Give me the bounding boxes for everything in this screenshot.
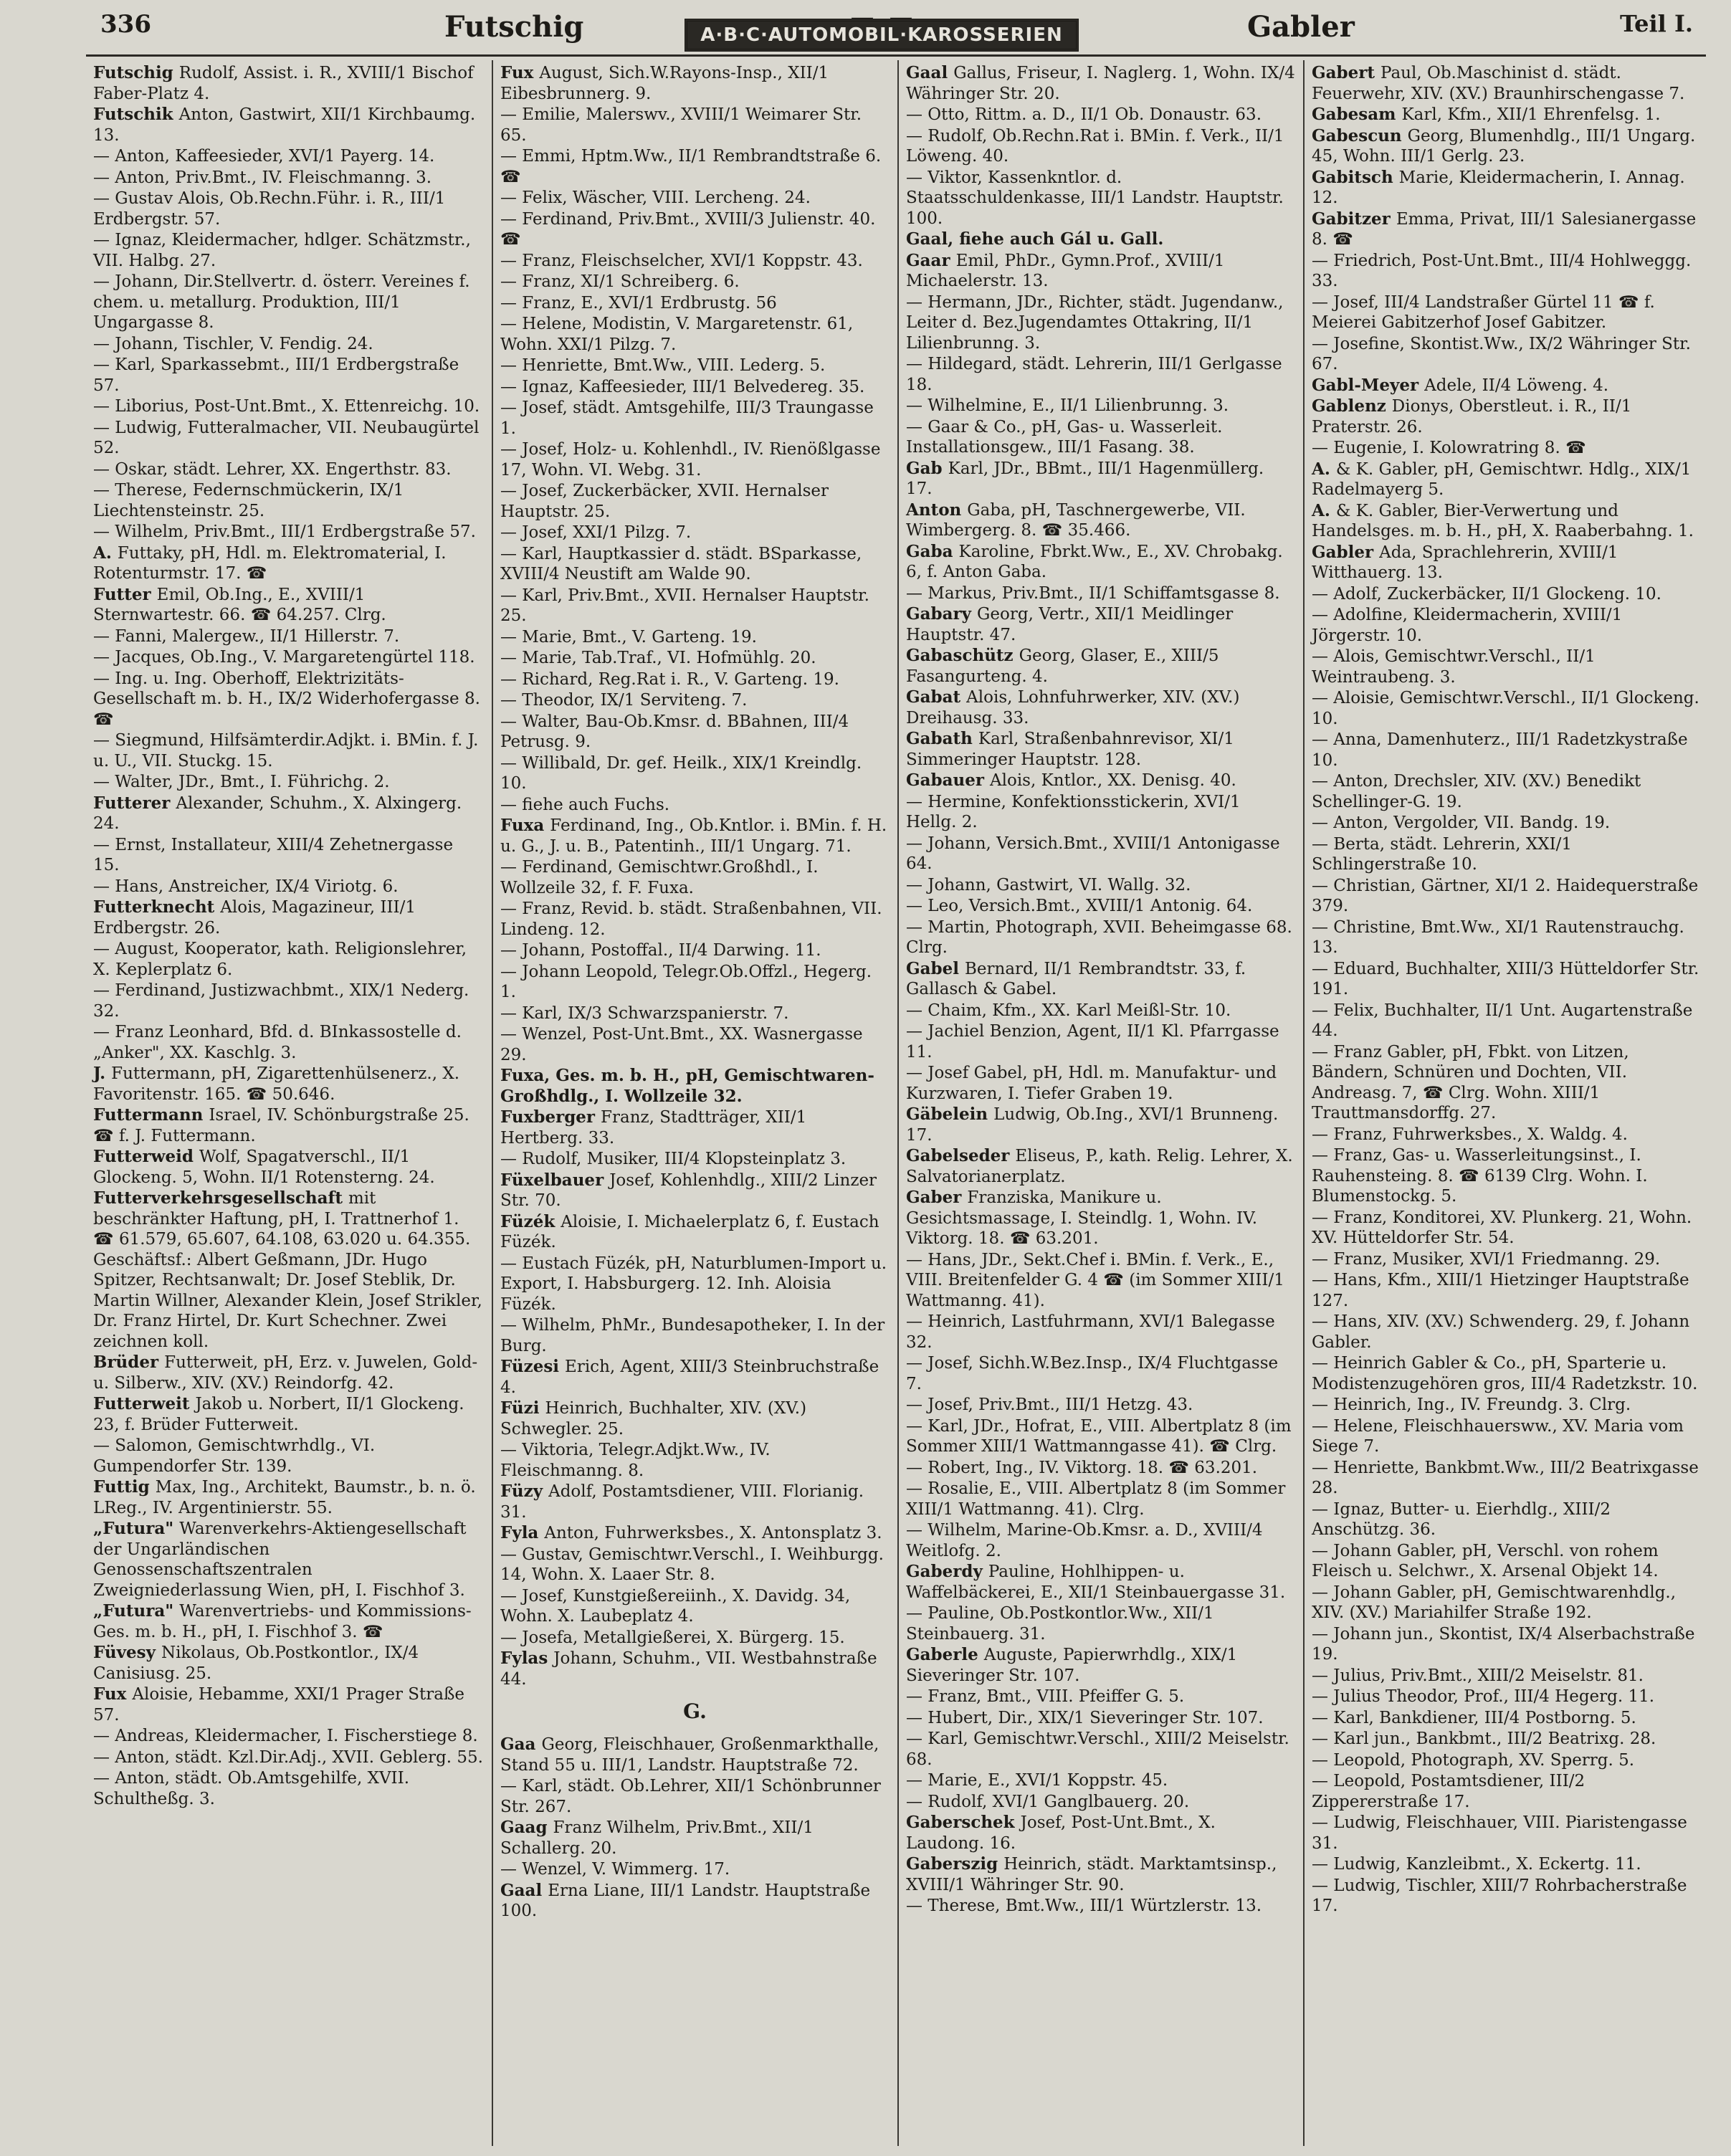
directory-entry: Gaa Georg, Fleischhauer, Großenmarkthalle, Stand 55 u. III/1, Landstr. Hauptstraße 72. [500, 1735, 879, 1775]
directory-entry: — Franz, Bmt., VIII. Pfeiffer G. 5. [906, 1687, 1185, 1706]
directory-entry: Gaal, fiehe auch Gál u. Gall. [906, 229, 1164, 249]
directory-entry: — Viktoria, Telegr.Adjkt.Ww., IV. Fleischmanng. 8. [500, 1441, 771, 1480]
directory-entry: — Hans, XIV. (XV.) Schwenderg. 29, f. Johann Gabler. [1312, 1312, 1690, 1352]
directory-entry: — Anton, Priv.Bmt., IV. Fleischmanng. 3. [93, 168, 432, 187]
directory-entry: — Franz, XI/1 Schreiberg. 6. [500, 272, 740, 291]
column-4 [1303, 60, 1708, 2146]
directory-entry: — Richard, Reg.Rat i. R., V. Garteng. 19. [500, 669, 839, 689]
directory-entry: — Wilhelm, Marine-Ob.Kmsr. a. D., XVIII/4 Weitlofg. 2. [906, 1521, 1263, 1560]
directory-entry: — Anton, städt. Ob.Amtsgehilfe, XVII. Schultheßg. 3. [93, 1769, 410, 1808]
directory-entry: — Johann, Tischler, V. Fendig. 24. [93, 334, 373, 353]
directory-entry: — Ignaz, Kleidermacher, hdlger. Schätzmstr., VII. Halbg. 27. [93, 231, 471, 270]
directory-entry: — Andreas, Kleidermacher, I. Fischerstiege 8. [93, 1727, 478, 1745]
directory-entry: — Markus, Priv.Bmt., II/1 Schiffamtsgasse 8. [906, 583, 1280, 603]
directory-entry: Gabel Bernard, II/1 Rembrandtstr. 33, f. Gallasch & Gabel. [906, 958, 1246, 998]
directory-entry: — Martin, Photograph, XVII. Beheimgasse 68. Clrg. [906, 917, 1292, 957]
directory-entry: — August, Kooperator, kath. Religionslehrer, X. Keplerplatz 6. [93, 940, 467, 979]
directory-entry: Fuxa Ferdinand, Ing., Ob.Kntlor. i. BMin. f. H. u. G., J. u. B., Patentinh., III/1 Ungarg. 71. [500, 816, 887, 856]
directory-entry: — Wilhelm, PhMr., Bundesapotheker, I. In der Burg. [500, 1316, 885, 1355]
directory-entry: — Karl, Gemischtwr.Verschl., XIII/2 Meiselstr. 68. [906, 1730, 1289, 1769]
directory-entry: — Eustach Füzék, pH, Naturblumen-Import u. Export, I. Habsburgerg. 12. Inh. Aloisia Füzék. [500, 1254, 887, 1314]
directory-entry: — Rudolf, Ob.Rechn.Rat i. BMin. f. Verk., II/1 Löweng. 40. [906, 126, 1284, 166]
directory-entry: — Marie, E., XVI/1 Koppstr. 45. [906, 1771, 1168, 1790]
directory-entry: — Rudolf, XVI/1 Ganglbauerg. 20. [906, 1792, 1190, 1811]
directory-entry: — Berta, städt. Lehrerin, XXI/1 Schlingerstraße 10. [1312, 834, 1573, 874]
directory-entry: — Franz Leonhard, Bfd. d. BInkassostelle d. „Anker", XX. Kaschlg. 3. [93, 1023, 462, 1062]
directory-entry: — Salomon, Gemischtwrhdlg., VI. Gumpendorfer Str. 139. [93, 1436, 376, 1476]
column-2 [492, 60, 897, 2146]
column-1 [86, 60, 491, 2146]
directory-entry: — Johann Gabler, pH, Gemischtwarenhdlg., XIV. (XV.) Mariahilfer Straße 192. [1312, 1583, 1677, 1622]
directory-entry: — Josef, Kunstgießereiinh., X. Davidg. 34, Wohn. X. Laubeplatz 4. [500, 1586, 851, 1626]
directory-entry: Gaal Erna Liane, III/1 Landstr. Hauptstraße 100. [500, 1880, 871, 1920]
directory-entry: Gabescun Georg, Blumenhdlg., III/1 Ungarg. 45, Wohn. III/1 Gerlg. 23. [1312, 125, 1696, 166]
directory-entry: — Christine, Bmt.Ww., XI/1 Rautenstrauchg. 13. [1312, 917, 1684, 957]
header-rule [86, 54, 1706, 57]
directory-entry: — Ferdinand, Gemischtwr.Großhdl., I. Wollzeile 32, f. F. Fuxa. [500, 858, 819, 897]
directory-entry: — Anton, Drechsler, XIV. (XV.) Benedikt Schellinger-G. 19. [1312, 772, 1641, 811]
advertising-banner [681, 9, 1082, 46]
directory-entry: — Hermann, JDr., Richter, städt. Jugendanw., Leiter d. Bez.Jugendamtes Ottakring, II/1 Lilienbrunng. 3. [906, 292, 1284, 353]
directory-entry: Gaberschek Josef, Post-Unt.Bmt., X. Laudong. 16. [906, 1813, 1216, 1853]
directory-entry: — Theodor, IX/1 Serviteng. 7. [500, 691, 748, 710]
directory-entry: — Adolfine, Kleidermacherin, XVIII/1 Jörgerstr. 10. [1312, 606, 1623, 645]
directory-entry: Gabesam Karl, Kfm., XII/1 Ehrenfelsg. 1. [1312, 105, 1661, 124]
directory-entry: — Heinrich, Ing., IV. Freundg. 3. Clrg. [1312, 1396, 1631, 1414]
directory-entry: — Helene, Modistin, V. Margaretenstr. 61, Wohn. XXI/1 Pilzg. 7. [500, 315, 854, 354]
directory-entry: — Eduard, Buchhalter, XIII/3 Hütteldorfer Str. 191. [1312, 959, 1699, 998]
directory-entry: Futter Emil, Ob.Ing., E., XVIII/1 Sternwartestr. 66. ☎ 64.257. Clrg. [93, 584, 386, 624]
directory-entry: — Henriette, Bmt.Ww., VIII. Lederg. 5. [500, 356, 826, 375]
directory-entry: Fuxa, Ges. m. b. H., pH, Gemischtwaren-Großhdlg., I. Wollzeile 32. [500, 1066, 874, 1106]
directory-entry: — Johann Leopold, Telegr.Ob.Offzl., Hegerg. 1. [500, 962, 872, 1001]
directory-entry: — Therese, Bmt.Ww., III/1 Würtzlerstr. 13. [906, 1897, 1262, 1915]
directory-entry: — Wenzel, Post-Unt.Bmt., XX. Wasnergasse 29. [500, 1025, 863, 1064]
directory-entry: — Alois, Gemischtwr.Verschl., II/1 Weintraubeng. 3. [1312, 647, 1596, 687]
directory-entry: — Rosalie, E., VIII. Albertplatz 8 (im Sommer XIII/1 Wattmanng. 41). Clrg. [906, 1479, 1286, 1519]
directory-entry: — Wenzel, V. Wimmerg. 17. [500, 1860, 730, 1879]
directory-entry: — Hildegard, städt. Lehrerin, III/1 Gerlgasse 18. [906, 355, 1282, 394]
directory-entry: — Franz, Fleischselcher, XVI/1 Koppstr. 43. [500, 251, 863, 270]
directory-entry: Gaberle Auguste, Papierwrhdlg., XIX/1 Sieveringer Str. 107. [906, 1645, 1238, 1685]
directory-entry: „Futura" Warenverkehrs-Aktiengesellschaft der Ungarländischen Genossenschaftszentralen Zweigniederlassung Wien, pH, I. Fischhof 3. [93, 1519, 467, 1600]
directory-entry: — Fanni, Malergew., II/1 Hillerstr. 7. [93, 626, 400, 646]
directory-entry: — Leo, Versich.Bmt., XVIII/1 Antonig. 64. [906, 897, 1253, 915]
directory-entry: — Hans, Anstreicher, IX/4 Viriotg. 6. [93, 877, 399, 896]
page-number: 336 [100, 10, 151, 39]
directory-entry: — Josef, Priv.Bmt., III/1 Hetzg. 43. [906, 1396, 1193, 1414]
directory-entry: Futterer Alexander, Schuhm., X. Alxingerg. 24. [93, 793, 462, 833]
directory-entry: — Willibald, Dr. gef. Heilk., XIX/1 Kreindlg. 10. [500, 753, 862, 793]
directory-entry: Füzi Heinrich, Buchhalter, XIV. (XV.) Schwegler. 25. [500, 1398, 807, 1439]
directory-entry: Gabary Georg, Vertr., XII/1 Meidlinger Hauptstr. 47. [906, 604, 1234, 644]
directory-entry: Gabl-Meyer Adele, II/4 Löweng. 4. [1312, 375, 1609, 395]
directory-entry: Gabath Karl, Straßenbahnrevisor, XI/1 Simmeringer Hauptstr. 128. [906, 729, 1234, 769]
directory-entry: — Leopold, Postamtsdiener, III/2 Zippererstraße 17. [1312, 1772, 1585, 1811]
directory-entry: — Chaim, Kfm., XX. Karl Meißl-Str. 10. [906, 1001, 1231, 1020]
directory-entry: — Helene, Fleischhauersww., XV. Maria vom Siege 7. [1312, 1416, 1684, 1456]
directory-entry: Gaal Gallus, Friseur, I. Naglerg. 1, Wohn. IX/4 Währinger Str. 20. [906, 63, 1295, 103]
directory-entry: — Franz, E., XVI/1 Erdbrustg. 56 [500, 293, 777, 313]
running-head-right: Gabler [1247, 10, 1355, 44]
directory-entry: — Julius, Priv.Bmt., XIII/2 Meiselstr. 81. [1312, 1666, 1644, 1685]
directory-entry: — Walter, Bau-Ob.Kmsr. d. BBahnen, III/4 Petrusg. 9. [500, 712, 849, 751]
directory-entry: — Gustav Alois, Ob.Rechn.Führ. i. R., III/1 Erdbergstr. 57. [93, 189, 446, 229]
directory-entry: — Therese, Federnschmückerin, IX/1 Liechtensteinstr. 25. [93, 481, 404, 520]
directory-entry: — Anton, städt. Kzl.Dir.Adj., XVII. Geblerg. 55. [93, 1747, 483, 1767]
directory-entry: — Ignaz, Butter- u. Eierhdlg., XIII/2 Anschützg. 36. [1312, 1499, 1611, 1539]
directory-entry: Futschik Anton, Gastwirt, XII/1 Kirchbaumg. 13. [93, 105, 476, 145]
directory-entry: Gäbelein Ludwig, Ob.Ing., XVI/1 Brunneng. 17. [906, 1105, 1279, 1145]
directory-entry: — Ferdinand, Priv.Bmt., XVIII/3 Julienstr. 40. ☎ [500, 209, 876, 249]
directory-entry: — Karl, Sparkassebmt., III/1 Erdbergstraße 57. [93, 356, 459, 395]
page-header [0, 0, 1731, 54]
directory-entry: — Josef, III/4 Landstraßer Gürtel 11 ☎ f. Meierei Gabitzerhof Josef Gabitzer. [1312, 292, 1655, 332]
directory-entry: Gab Karl, JDr., BBmt., III/1 Hagenmüllerg. 17. [906, 458, 1264, 498]
banner-text: A·B·C·AUTOMOBIL·KAROSSERIEN [685, 19, 1079, 52]
directory-entry: — Walter, JDr., Bmt., I. Führichg. 2. [93, 773, 390, 791]
directory-entry: J. Futtermann, pH, Zigarettenhülsenerz., X. Favoritenstr. 165. ☎ 50.646. [93, 1064, 459, 1104]
section-letter: G. [683, 1699, 707, 1723]
directory-entry: — Anna, Damenhuterz., III/1 Radetzkystraße 10. [1312, 730, 1688, 770]
directory-entry: — Viktor, Kassenkntlor. d. Staatsschuldenkasse, III/1 Landstr. Hauptstr. 100. [906, 168, 1284, 228]
directory-entry: — Karl, Hauptkassier d. städt. BSparkasse, XVIII/4 Neustift am Walde 90. [500, 544, 862, 583]
directory-entry: Füzy Adolf, Postamtsdiener, VIII. Florianig. 31. [500, 1482, 864, 1522]
directory-entry: — Hermine, Konfektionsstickerin, XVI/1 Hellg. 2. [906, 792, 1241, 831]
directory-entry: — Johann jun., Skontist, IX/4 Alserbachstraße 19. [1312, 1624, 1695, 1664]
directory-entry: — Ludwig, Tischler, XIII/7 Rohrbacherstraße 17. [1312, 1876, 1687, 1915]
directory-entry: — Friedrich, Post-Unt.Bmt., III/4 Hohlweggg. 33. [1312, 251, 1692, 290]
directory-entry: Fuxberger Franz, Stadtträger, XII/1 Hertberg. 33. [500, 1107, 807, 1148]
directory-entry: — Josef, Zuckerbäcker, XVII. Hernalser Hauptstr. 25. [500, 482, 829, 521]
directory-entry: — Henriette, Bankbmt.Ww., III/2 Beatrixgasse 28. [1312, 1458, 1699, 1497]
directory-entry: Fyla Anton, Fuhrwerksbes., X. Antonsplatz 3. [500, 1523, 882, 1542]
directory-columns [86, 60, 1707, 2146]
directory-entry: „Futura" Warenvertriebs- und Kommissions-Ges. m. b. H., pH, I. Fischhof 3. ☎ [93, 1601, 472, 1641]
directory-entry: — Heinrich Gabler & Co., pH, Sparterie u. Modistenzugehören gros, III/4 Radetzkstr. 10. [1312, 1354, 1698, 1393]
directory-entry: — Heinrich, Lastfuhrmann, XVI/1 Balegasse 32. [906, 1312, 1275, 1352]
part-label: Teil I. [1620, 10, 1694, 37]
directory-entry: — Oskar, städt. Lehrer, XX. Engerthstr. 83. [93, 459, 452, 479]
directory-entry: Futterweid Wolf, Spagatverschl., II/1 Glockeng. 5, Wohn. II/1 Rotensterng. 24. [93, 1147, 435, 1187]
directory-entry: — Felix, Buchhalter, II/1 Unt. Augartenstraße 44. [1312, 1001, 1693, 1040]
directory-entry: — Rudolf, Musiker, III/4 Klopsteinplatz 3. [500, 1150, 847, 1168]
directory-entry: Gaberszig Heinrich, städt. Marktamtsinsp., XVIII/1 Währinger Str. 90. [906, 1854, 1277, 1894]
directory-entry: Gaber Franziska, Manikure u. Gesichtsmassage, I. Steindlg. 1, Wohn. IV. Viktorg. 18. ☎ 63.201. [906, 1188, 1258, 1248]
directory-entry: — Josef, Holz- u. Kohlenhdl., IV. Rienößlgasse 17, Wohn. VI. Webg. 31. [500, 440, 881, 480]
directory-entry: — Ernst, Installateur, XIII/4 Zehetnergasse 15. [93, 835, 454, 874]
directory-entry: — Josef, XXI/1 Pilzg. 7. [500, 523, 692, 542]
directory-entry: — Julius Theodor, Prof., III/4 Hegerg. 11. [1312, 1687, 1655, 1706]
directory-entry: — Eugenie, I. Kolowratring 8. ☎ [1312, 439, 1586, 457]
directory-entry: — Johann, Versich.Bmt., XVIII/1 Antonigasse 64. [906, 834, 1280, 873]
directory-entry: — Aloisie, Gemischtwr.Verschl., II/1 Glockeng. 10. [1312, 689, 1699, 728]
directory-entry: — Karl, Bankdiener, III/4 Postborng. 5. [1312, 1708, 1636, 1727]
directory-entry: Gaar Emil, PhDr., Gymn.Prof., XVIII/1 Michaelerstr. 13. [906, 250, 1225, 290]
directory-entry: Futtig Max, Ing., Architekt, Baumstr., b. n. ö. LReg., IV. Argentinierstr. 55. [93, 1477, 476, 1517]
directory-entry: — Johann Gabler, pH, Verschl. von rohem Fleisch u. Selchwr., X. Arsenal Objekt 14. [1312, 1541, 1659, 1580]
directory-entry: — Karl, IX/3 Schwarzspanierstr. 7. [500, 1003, 789, 1023]
directory-entry: — Marie, Tab.Traf., VI. Hofmühlg. 20. [500, 649, 816, 667]
directory-entry: — Siegmund, Hilfsämterdir.Adjkt. i. BMin. f. J. u. U., VII. Stuckg. 15. [93, 731, 479, 771]
directory-entry: Fux August, Sich.W.Rayons-Insp., XII/1 Eibesbrunnerg. 9. [500, 63, 829, 103]
directory-entry: — Pauline, Ob.Postkontlor.Ww., XII/1 Steinbauerg. 31. [906, 1604, 1214, 1644]
directory-entry: — Felix, Wäscher, VIII. Lercheng. 24. [500, 189, 811, 207]
directory-entry: — Liborius, Post-Unt.Bmt., X. Ettenreichg. 10. [93, 397, 480, 416]
directory-entry: — Robert, Ing., IV. Viktorg. 18. ☎ 63.201. [906, 1458, 1258, 1477]
directory-entry: — Josefine, Skontist.Ww., IX/2 Währinger Str. 67. [1312, 334, 1691, 373]
directory-entry: — Gaar & Co., pH, Gas- u. Wasserleit. Installationsgew., III/1 Fasang. 38. [906, 417, 1223, 457]
directory-entry: — Jachiel Benzion, Agent, II/1 Kl. Pfarrgasse 11. [906, 1022, 1279, 1062]
directory-entry: — Franz Gabler, pH, Fbkt. von Litzen, Bändern, Schnüren und Dochten, VII. Andreasg. 7, ☎ Clrg. Wohn. XIII/1 Trauttmansdorffg. 27. [1312, 1042, 1629, 1122]
directory-entry: — Ignaz, Kaffeesieder, III/1 Belvedereg. 35. [500, 377, 865, 396]
directory-entry: Füzesi Erich, Agent, XIII/3 Steinbruchstraße 4. [500, 1357, 879, 1397]
directory-entry: A. & K. Gabler, pH, Gemischtwr. Hdlg., XIX/1 Radelmayerg 5. [1312, 459, 1692, 499]
directory-entry: — Otto, Rittm. a. D., II/1 Ob. Donaustr. 63. [906, 105, 1262, 124]
directory-entry: — Ludwig, Futteralmacher, VII. Neubaugürtel 52. [93, 418, 480, 457]
directory-entry: A. Futtaky, pH, Hdl. m. Elektromaterial, I. Rotenturmstr. 17. ☎ [93, 543, 447, 583]
directory-entry: Gabitzer Emma, Privat, III/1 Salesianergasse 8. ☎ [1312, 209, 1697, 249]
directory-entry: — Ing. u. Ing. Oberhoff, Elektrizitäts-Gesellschaft m. b. H., IX/2 Widerhofergasse 8. ☎ [93, 669, 480, 729]
directory-entry: — Franz, Gas- u. Wasserleitungsinst., I. Rauhensteing. 8. ☎ 6139 Clrg. Wohn. I. Blumenstockg. 5. [1312, 1146, 1648, 1206]
directory-entry: Gabler Ada, Sprachlehrerin, XVIII/1 Witthauerg. 13. [1312, 542, 1618, 582]
directory-entry: — Johann, Gastwirt, VI. Wallg. 32. [906, 875, 1191, 895]
directory-entry: Futterweit Jakob u. Norbert, II/1 Glockeng. 23, f. Brüder Futterweit. [93, 1394, 464, 1434]
directory-entry: Gabat Alois, Lohnfuhrwerker, XIV. (XV.) Dreihausg. 33. [906, 687, 1240, 728]
directory-entry: — Johann, Postoffal., II/4 Darwing. 11. [500, 941, 821, 960]
directory-entry: — Emmi, Hptm.Ww., II/1 Rembrandtstraße 6. ☎ [500, 147, 882, 186]
directory-entry: — Franz, Fuhrwerksbes., X. Waldg. 4. [1312, 1125, 1628, 1144]
directory-entry: — Franz, Revid. b. städt. Straßenbahnen, VII. Lindeng. 12. [500, 900, 882, 939]
directory-entry: — Karl jun., Bankbmt., III/2 Beatrixg. 28. [1312, 1730, 1656, 1748]
directory-entry: — Karl, JDr., Hofrat, E., VIII. Albertplatz 8 (im Sommer XIII/1 Wattmanngasse 41). ☎ Clrg. [906, 1416, 1292, 1456]
directory-entry: Gaberdy Pauline, Hohlhippen- u. Waffelbäckerei, E., XII/1 Steinbauergasse 31. [906, 1562, 1286, 1602]
directory-entry: — Josefa, Metallgießerei, X. Bürgerg. 15. [500, 1628, 845, 1647]
directory-entry: Gabitsch Marie, Kleidermacherin, I. Annag. 12. [1312, 167, 1685, 207]
directory-entry: Gabauer Alois, Kntlor., XX. Denisg. 40. [906, 771, 1236, 790]
directory-entry: Füzék Aloisie, I. Michaelerplatz 6, f. Eustach Füzék. [500, 1211, 879, 1251]
directory-entry: — Josef, städt. Amtsgehilfe, III/3 Traungasse 1. [500, 399, 874, 438]
directory-entry: — Gustav, Gemischtwr.Verschl., I. Weihburgg. 14, Wohn. X. Laaer Str. 8. [500, 1545, 884, 1584]
directory-entry: A. & K. Gabler, Bier-Verwertung und Handelsges. m. b. H., pH, X. Raaberbahng. 1. [1312, 500, 1694, 540]
directory-entry: — Jacques, Ob.Ing., V. Margaretengürtel 118. [93, 648, 475, 667]
directory-entry: — Christian, Gärtner, XI/1 2. Haidequerstraße 379. [1312, 876, 1699, 915]
directory-entry: — Hubert, Dir., XIX/1 Sieveringer Str. 107. [906, 1708, 1264, 1727]
directory-entry: Fylas Johann, Schuhm., VII. Westbahnstraße 44. [500, 1649, 877, 1689]
directory-entry: — Ludwig, Fleischhauer, VIII. Piaristengasse 31. [1312, 1813, 1687, 1853]
directory-entry: — Johann, Dir.Stellvertr. d. österr. Vereines f. chem. u. metallurg. Produktion, III/1 Ungargasse 8. [93, 272, 470, 332]
directory-entry: — Karl, Priv.Bmt., XVII. Hernalser Hauptstr. 25. [500, 586, 869, 625]
directory-entry: Füxelbauer Josef, Kohlenhdlg., XIII/2 Linzer Str. 70. [500, 1170, 877, 1210]
directory-entry: — Anton, Kaffeesieder, XVI/1 Payerg. 14. [93, 147, 435, 166]
directory-entry: — Anton, Vergolder, VII. Bandg. 19. [1312, 814, 1611, 832]
directory-entry: Futterverkehrsgesellschaft mit beschränkter Haftung, pH, I. Trattnerhof 1. ☎ 61.579, 65.607, 64.108, 63.020 u. 64.355. Geschäftsf.: Albert Geßmann, JDr. Hugo Spitzer, Rechtsanwalt; Dr. Josef Steblik, Dr. Martin Willner, Alexander Klein, Josef Strikler, Dr. Franz Hirtel, Dr. Kurt Schechner. Zwei zeichnen koll. [93, 1188, 482, 1351]
directory-entry: Gaag Franz Wilhelm, Priv.Bmt., XII/1 Schallerg. 20. [500, 1818, 814, 1858]
directory-entry: — Marie, Bmt., V. Garteng. 19. [500, 627, 757, 647]
directory-entry: Füvesy Nikolaus, Ob.Postkontlor., IX/4 Canisiusg. 25. [93, 1643, 419, 1683]
directory-entry: — Hans, JDr., Sekt.Chef i. BMin. f. Verk., E., VIII. Breitenfelder G. 4 ☎ (im Sommer XIII/1 Wattmanng. 41). [906, 1250, 1284, 1310]
directory-entry: — Franz, Musiker, XVI/1 Friedmanng. 29. [1312, 1249, 1661, 1269]
directory-entry: Futtermann Israel, IV. Schönburgstraße 25. ☎ f. J. Futtermann. [93, 1105, 469, 1145]
directory-entry: — fiehe auch Fuchs. [500, 795, 670, 814]
directory-entry: Anton Gaba, pH, Taschnergewerbe, VII. Wimbergerg. 8. ☎ 35.466. [906, 500, 1246, 540]
running-head-left: Futschig [444, 10, 584, 44]
directory-entry: Futterknecht Alois, Magazineur, III/1 Erdbergstr. 26. [93, 897, 416, 938]
directory-entry: — Wilhelmine, E., II/1 Lilienbrunng. 3. [906, 396, 1229, 415]
directory-entry: — Adolf, Zuckerbäcker, II/1 Glockeng. 10. [1312, 584, 1661, 604]
directory-entry: Gabaschütz Georg, Glaser, E., XIII/5 Fasangurteng. 4. [906, 646, 1219, 686]
directory-entry: — Wilhelm, Priv.Bmt., III/1 Erdbergstraße 57. [93, 523, 476, 541]
column-3 [897, 60, 1302, 2146]
directory-entry: — Emilie, Malerswv., XVIII/1 Weimarer Str. 65. [500, 105, 862, 145]
directory-entry: — Karl, städt. Ob.Lehrer, XII/1 Schönbrunner Str. 267. [500, 1777, 881, 1816]
directory-entry: — Leopold, Photograph, XV. Sperrg. 5. [1312, 1750, 1635, 1770]
directory-entry: Brüder Futterweit, pH, Erz. v. Juwelen, Gold- u. Silberw., XIV. (XV.) Reindorfg. 42. [93, 1353, 478, 1393]
directory-entry: Gabert Paul, Ob.Maschinist d. städt. Feuerwehr, XIV. (XV.) Braunhirschengasse 7. [1312, 63, 1685, 103]
directory-entry: Gaba Karoline, Fbrkt.Ww., E., XV. Chrobakg. 6, f. Anton Gaba. [906, 541, 1283, 581]
directory-entry: — Josef, Sichh.W.Bez.Insp., IX/4 Fluchtgasse 7. [906, 1354, 1279, 1393]
directory-entry: Fux Aloisie, Hebamme, XXI/1 Prager Straße 57. [93, 1684, 464, 1725]
directory-entry: Gabelseder Eliseus, P., kath. Relig. Lehrer, X. Salvatorianerplatz. [906, 1146, 1293, 1186]
directory-entry: — Franz, Konditorei, XV. Plunkerg. 21, Wohn. XV. Hütteldorfer Str. 54. [1312, 1208, 1692, 1247]
directory-entry: Futschig Rudolf, Assist. i. R., XVIII/1 Bischof Faber-Platz 4. [93, 63, 474, 103]
directory-entry: — Hans, Kfm., XIII/1 Hietzinger Hauptstraße 127. [1312, 1271, 1689, 1310]
directory-entry: — Ludwig, Kanzleibmt., X. Eckertg. 11. [1312, 1855, 1641, 1874]
directory-entry: — Ferdinand, Justizwachbmt., XIX/1 Nederg. 32. [93, 981, 469, 1021]
directory-entry: — Josef Gabel, pH, Hdl. m. Manufaktur- und Kurzwaren, I. Tiefer Graben 19. [906, 1064, 1277, 1103]
directory-entry: Gablenz Dionys, Oberstleut. i. R., II/1 Praterstr. 26. [1312, 396, 1632, 437]
